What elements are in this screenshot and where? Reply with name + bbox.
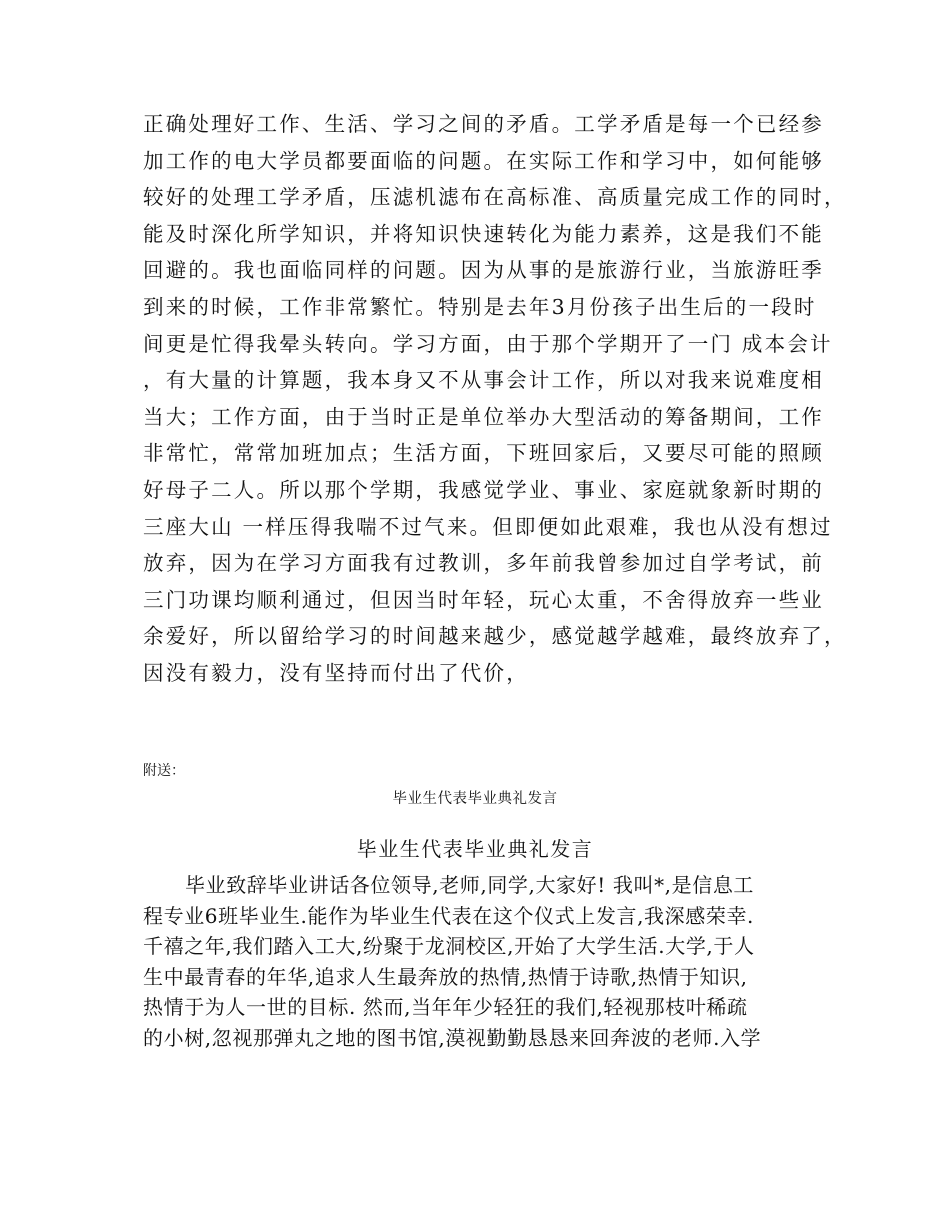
essay-paragraph [143,106,847,692]
essay-line: 当大；工作方面，由于当时正是单位举办大型活动的筹备期间，工作 [143,404,824,429]
speech-paragraph [143,870,808,1053]
essay-line: 较好的处理工学矛盾，压滤机滤布在高标准、高质量完成工作的同时， [143,185,847,210]
essay-line: 到来的时候，工作非常繁忙。特别是去年3月份孩子出生后的一段时 [143,294,817,319]
appendix-label: 附送： [143,763,185,779]
essay-line: 好母子二人。所以那个学期，我感觉学业、事业、家庭就象新时期的 [143,477,824,502]
essay-line: 余爱好，所以留给学习的时间越来越少，感觉越学越难，最终放弃了， [143,624,847,649]
speech-line: 千禧之年,我们踏入工大,纷聚于龙洞校区,开始了大学生活.大学,于人 [143,934,755,958]
essay-line: ，有大量的计算题，我本身又不从事会计工作，所以对我来说难度相 [143,368,824,393]
speech-line: 毕业致辞毕业讲话各位领导,老师,同学,大家好! 我叫*,是信息工 [185,873,755,897]
speech-line: 热情于为人一世的目标. 然而,当年年少轻狂的我们,轻视那枝叶稀疏 [143,995,748,1019]
speech-title: 毕业生代表毕业典礼发言 [356,837,594,861]
essay-line: 非常忙，常常加班加点；生活方面，下班回家后，又要尽可能的照顾 [143,441,824,466]
essay-line: 加工作的电大学员都要面临的问题。在实际工作和学习中，如何能够 [143,148,824,173]
essay-line: 放弃，因为在学习方面我有过教训，多年前我曾参加过自学考试，前 [143,551,824,576]
essay-line: 因没有毅力，没有坚持而付出了代价， [143,660,529,685]
essay-line: 间更是忙得我晕头转向。学习方面，由于那个学期开了一门 成本会计 [143,331,833,356]
essay-line: 回避的。我也面临同样的问题。因为从事的是旅游行业，当旅游旺季 [143,258,824,283]
appendix-subtitle: 毕业生代表毕业典礼发言 [392,791,558,807]
speech-line: 程专业6班毕业生.能作为毕业生代表在这个仪式上发言,我深感荣幸. [143,903,754,928]
essay-line: 三座大山 一样压得我喘不过气来。但即便如此艰难，我也从没有想过 [143,514,833,539]
essay-line: 能及时深化所学知识，并将知识快速转化为能力素养，这是我们不能 [143,221,824,246]
speech-line: 的小树,忽视那弹丸之地的图书馆,漠视勤勤恳恳来回奔波的老师.入学 [143,1025,762,1050]
speech-line: 生中最青春的年华,追求人生最奔放的热情,热情于诗歌,热情于知识, [143,964,748,989]
essay-line: 正确处理好工作、生活、学习之间的矛盾。工学矛盾是每一个已经参 [143,112,824,136]
essay-line: 三门功课均顺利通过，但因当时年轻，玩心太重，不舍得放弃一些业 [143,587,824,612]
